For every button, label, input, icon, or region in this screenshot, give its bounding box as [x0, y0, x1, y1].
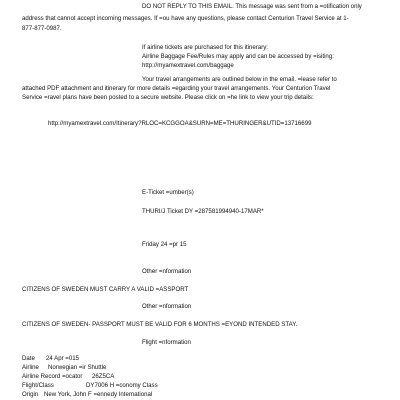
- notice-line-3: 877-877-0987.: [22, 25, 62, 32]
- flight-row-flight-class: [22, 382, 158, 390]
- flight-row-record-locator: [22, 373, 114, 381]
- eticket-entry: THURI/J Ticket DY =287581994940-17MAR*: [142, 208, 264, 215]
- trip-date: Friday 24 =pr 15: [142, 241, 187, 248]
- arrangements-line-1: Your travel arrangements are outlined below in the email. =lease refer to: [142, 76, 337, 83]
- flight-row-label: Origin: [22, 391, 39, 398]
- flight-row-label: Flight/Class: [22, 382, 54, 389]
- other-info-heading-1: Other =nformation: [142, 268, 192, 275]
- flight-row-label: Airline: [22, 364, 39, 371]
- flight-row-value: New York, John F =ennedy International: [44, 391, 153, 398]
- flight-row-label: Airline Record =ocator: [22, 373, 83, 380]
- flight-row-value: 24 Apr =015: [46, 355, 80, 362]
- flight-row-value: DY7006 H =conomy Class: [86, 382, 158, 389]
- arrangements-line-3: Service =ravel plans have been posted to a secure website. Please click on =he link to view your trip details:: [22, 94, 314, 101]
- arrangements-line-2: attached PDF attachment and itinerary for more details =egarding your travel arrangements. Your Centurion Travel: [22, 85, 331, 92]
- baggage-line-2: Airline Baggage Fee/Rules may apply and can be accessed by =isiting:: [142, 53, 334, 60]
- notice-line-2: address that cannot accept incoming messages. If =ou have any questions, please contact Centurion Travel Service at 1-: [22, 15, 349, 22]
- baggage-link[interactable]: http://myamextravel.com/baggage: [142, 62, 234, 69]
- notice-line-1: DO NOT REPLY TO THIS EMAIL. This message was sent from a =otification only: [142, 3, 362, 10]
- flight-row-origin: [22, 391, 152, 399]
- itinerary-link[interactable]: http://myamextravel.com/Itinerary?RLOC=KCGGOA&SURN=ME=THURINGER&UTID=13716699: [48, 120, 312, 127]
- other-info-heading-2: Other =nformation: [142, 303, 192, 310]
- other-info-text-2: CITIZENS OF SWEDEN- PASSPORT MUST BE VALID FOR 6 MONTHS =EYOND INTENDED STAY.: [22, 321, 298, 328]
- flight-info-heading: Flight =nformation: [142, 339, 191, 346]
- flight-row-airline: [22, 364, 106, 372]
- flight-row-date: [22, 355, 79, 363]
- other-info-text-1: CITIZENS OF SWEDEN MUST CARRY A VALID =ASSPORT: [22, 286, 189, 293]
- eticket-heading: E-Ticket =umber(s): [142, 189, 194, 196]
- flight-row-value: 26Z5CA: [92, 373, 115, 380]
- flight-row-label: Date: [22, 355, 35, 362]
- flight-row-value: Norwegian =ir Shuttle: [48, 364, 107, 371]
- baggage-line-1: If airline tickets are purchased for this itinerary:: [142, 44, 268, 51]
